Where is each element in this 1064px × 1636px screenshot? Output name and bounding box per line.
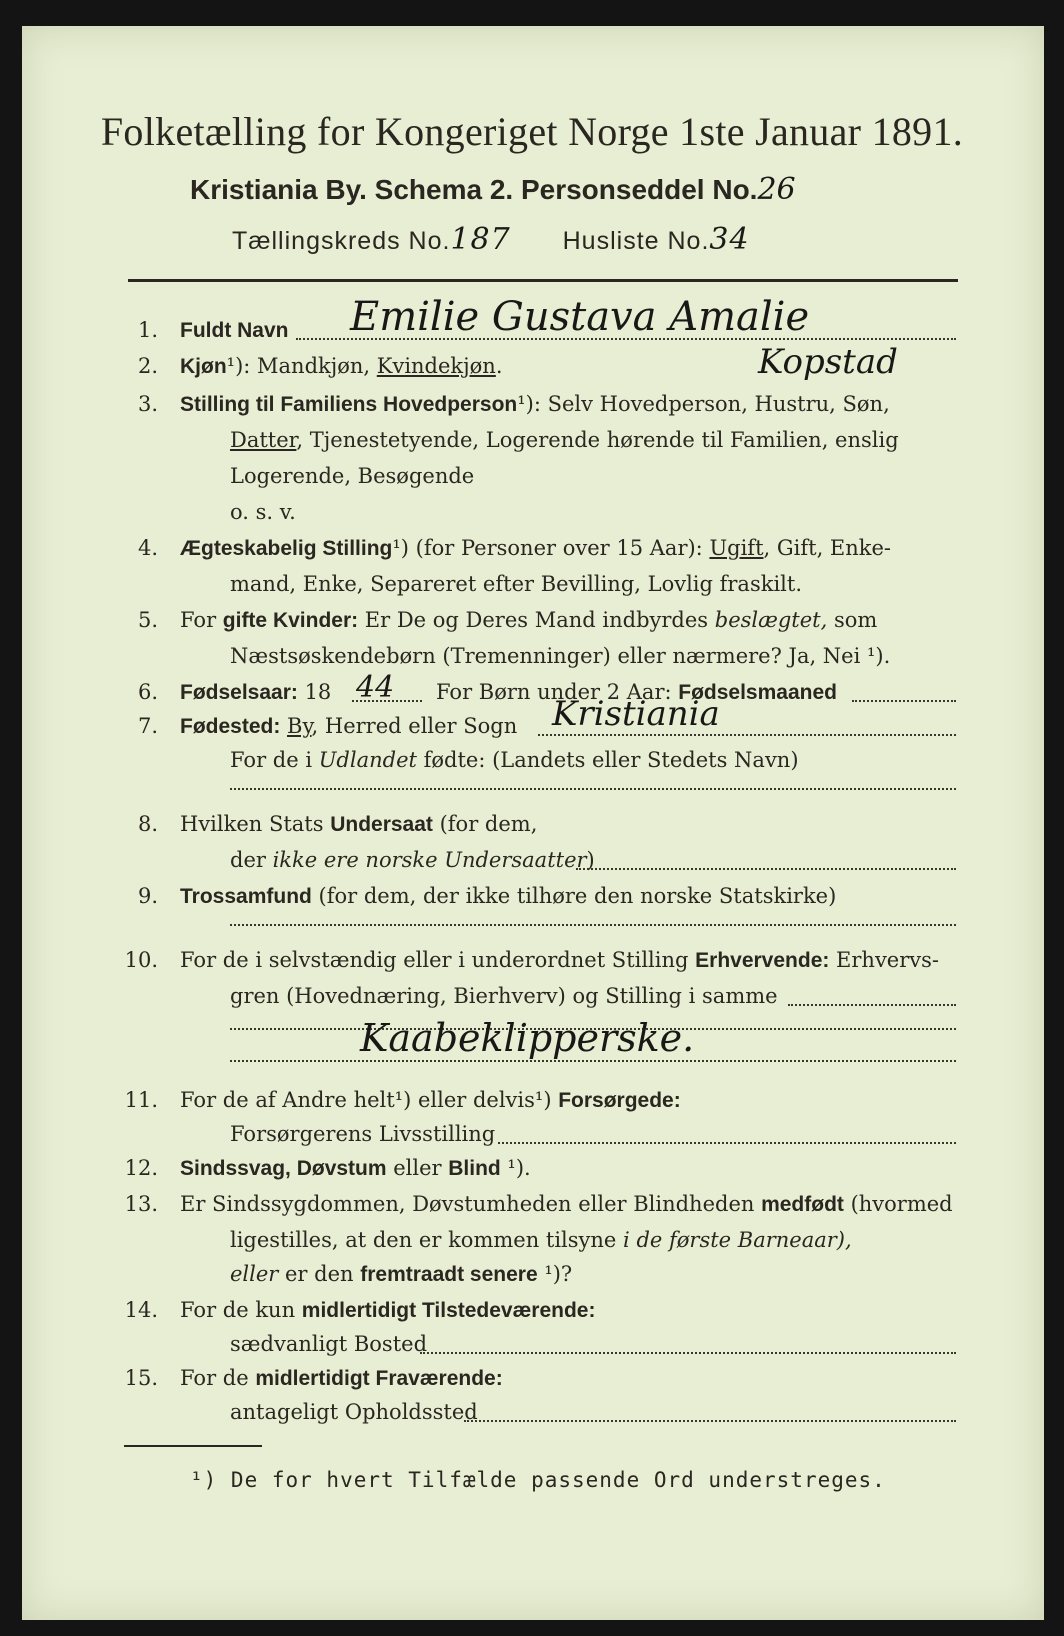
probable-stay-label: antageligt Opholdssted [230,1400,478,1424]
sex-selected: Kvindekjøn [376,354,496,378]
header-rule [128,279,958,282]
occupation-cont: gren (Hovednæring, Bierhverv) og Stilling i samme [230,984,778,1008]
item-number: 14. [124,1298,158,1322]
married-intro: For [180,608,223,632]
usual-residence-label: sædvanligt Bosted [230,1332,428,1356]
supported-label: Forsørgede: [558,1089,681,1112]
temp-absent-label: midlertidigt Fraværende: [255,1367,503,1390]
husliste-no: 34 [709,222,750,257]
household-selected: Datter [230,428,297,452]
occupation-line-3 [230,1060,956,1062]
item-number: 6. [137,680,158,704]
item-number: 9. [137,884,158,908]
marital-selected: Ugift [709,536,764,560]
married-question-end: som [827,608,878,632]
birthplace-label: Fødested: [180,715,281,738]
later-note: ¹)? [537,1262,573,1286]
item-number: 4. [137,536,158,560]
disability-note: ¹). [500,1156,531,1180]
citizenship-note: (for dem, [432,812,538,836]
schema-line [190,172,796,207]
abroad-note: fødte: (Landets eller Stedets Navn) [416,748,799,772]
item-number: 10. [124,948,158,972]
occupation-line-1 [788,1004,956,1006]
congenital-intro: Er Sindssygdommen, Døvstumheden eller Blindheden [180,1192,762,1216]
birthplace-selected: By [287,714,312,738]
schema-line-label: Kristiania By. Schema 2. Personseddel No. [190,174,758,205]
item-number: 11. [124,1088,158,1112]
marital-options-cont: mand, Enke, Separeret efter Bevilling, Lovlig fraskilt. [230,572,803,596]
item-number: 12. [124,1156,158,1180]
abroad-line [230,788,956,790]
occupation-intro: For de i selvstændig eller i underordnet Stilling [180,948,696,972]
birth-year-prefix: 18 [297,680,332,704]
infant-note: For Børn under 2 Aar: [436,680,679,704]
birth-month-line [852,700,956,702]
kreds-no: 187 [450,222,511,257]
footnote-rule [124,1445,262,1447]
household-etc: o. s. v. [230,500,296,524]
usual-residence-line [420,1352,956,1354]
footnote: ¹) De for hvert Tilfælde passende Ord understreges. [190,1468,886,1492]
marital-options: , Gift, Enke- [763,536,892,560]
disability-label: Sindssvag, Døvstum [180,1157,387,1180]
later-intro: er den [278,1262,361,1286]
household-options: ¹): Selv Hovedperson, Hustru, Søn, [517,392,890,416]
later-label: fremtraadt senere [360,1263,538,1286]
item-number: 13. [124,1192,158,1216]
citizenship-cont-a: der [230,848,273,872]
blind-label: Blind [448,1157,501,1180]
marital-label: Ægteskabelig Stilling [180,537,393,560]
birthplace-value: Kristiania [552,694,720,734]
provider-line [498,1142,956,1144]
citizenship-line [576,868,956,870]
religion-note: (for dem, der ikke tilhøre den norske Statskirke) [311,884,837,908]
item-number: 1. [137,318,158,342]
disability-or: eller [386,1156,449,1180]
form-title: Folketælling for Kongeriget Norge 1ste Januar 1891. [100,109,964,154]
temp-absent-intro: For de [180,1366,256,1390]
birth-year-label: Fødselsaar: [180,681,298,704]
married-question: Er De og Deres Mand indbyrdes [358,608,715,632]
sex-options: ¹): Mandkjøn, [226,354,377,378]
birth-year-line [352,700,422,702]
temp-present-intro: For de kun [180,1298,302,1322]
abroad-word: Udlandet [318,748,417,772]
item-number: 7. [137,714,158,738]
surname-value: Kopstad [758,342,898,382]
married-label: gifte Kvinder: [222,609,359,632]
or-word: eller [230,1262,279,1286]
provider-label: Forsørgerens Livsstilling [230,1122,496,1146]
religion-label: Trossamfund [180,885,312,908]
kreds-line [232,222,750,257]
birth-year-value: 44 [356,670,395,705]
citizenship-cont-b: ikke ere norske Undersaatter [272,848,587,872]
item-number: 8. [137,812,158,836]
occupation-note: Erhvervs- [829,948,940,972]
married-question-cont: Næstsøskendebørn (Tremenninger) eller nærmere? Ja, Nei ¹). [230,644,891,668]
citizenship-label: Undersaat [330,813,433,836]
sex-label: Kjøn [180,355,227,378]
probable-stay-line [464,1420,956,1422]
kreds-label: Tællingskreds No. [232,227,451,255]
item-number: 3. [137,392,158,416]
item-number: 2. [137,354,158,378]
religion-line [230,924,956,926]
personseddel-no: 26 [757,172,796,207]
citizenship-intro: Hvilken Stats [180,812,331,836]
congenital-label: medfødt [761,1193,844,1216]
full-name-value: Emilie Gustava Amalie [350,294,810,340]
marital-note: ¹) (for Personer over 15 Aar): [392,536,710,560]
temp-present-label: midlertidigt Tilstedeværende: [301,1299,596,1322]
husliste-label: Husliste No. [562,227,710,255]
abroad-intro: For de i [230,748,319,772]
birth-month-label: Fødselsmaaned [678,681,837,704]
occupation-value: Kaabeklipperske. [360,1016,695,1060]
citizenship-cont-c: ) [586,848,595,872]
birthplace-line [538,734,956,736]
related-word: beslægtet, [714,608,828,632]
occupation-label: Erhvervende: [695,949,830,972]
supported-intro: For de af Andre helt¹) eller delvis¹) [180,1088,559,1112]
item-number: 15. [124,1366,158,1390]
household-options-end: Logerende, Besøgende [230,464,475,488]
household-options-cont: , Tjenestetyende, Logerende hørende til Familien, enslig [296,428,899,452]
item-number: 5. [137,608,158,632]
childhood-words: i de første Barneaar), [623,1228,852,1252]
congenital-cont: ligestilles, at den er kommen tilsyne [230,1228,624,1252]
congenital-note: (hvormed [843,1192,953,1216]
birthplace-options: , Herred eller Sogn [311,714,518,738]
household-position-label: Stilling til Familiens Hovedperson [180,393,518,416]
full-name-label: Fuldt Navn [180,319,289,342]
